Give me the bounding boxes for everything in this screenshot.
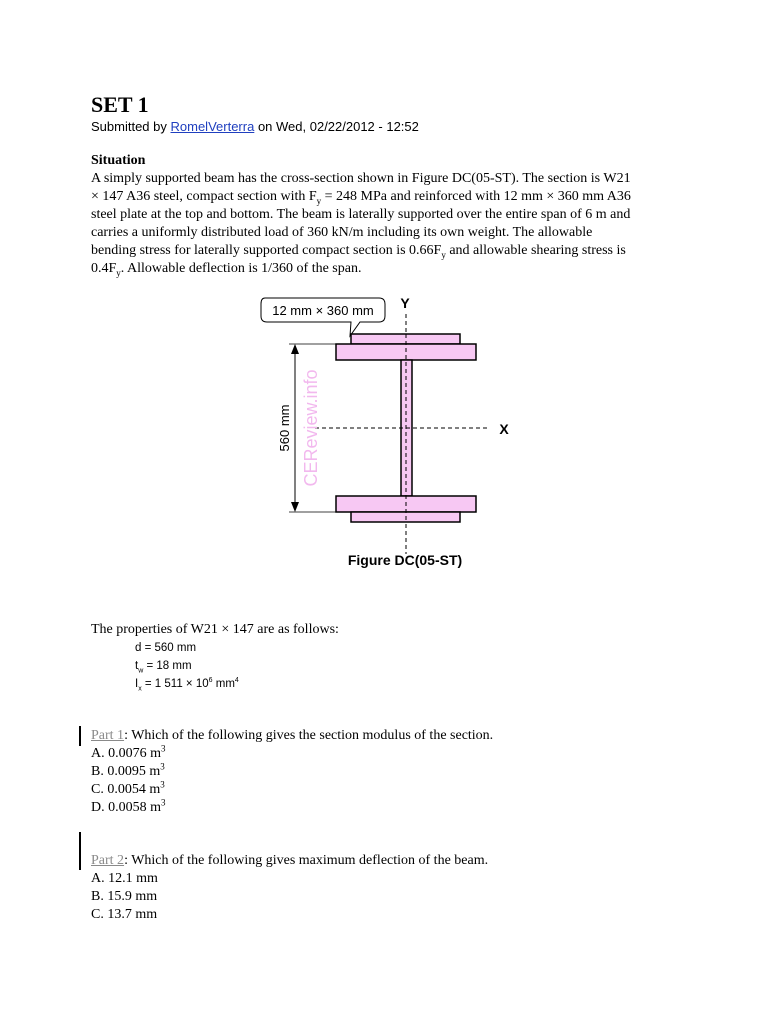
part1-option-c: C. 0.0054 $m^3$ [91,779,165,797]
part2-option-a: A. 12.1 mm [91,871,158,886]
figure-caption: Figure DC(05-ST) [347,552,463,568]
watermark: CEReview.info [301,369,321,487]
part1-option-a: A. 0.0076 $m^3$ [91,743,166,761]
property-ix: $I_x = 1$ $511 \times 10^6$ $mm^4$ [135,677,239,693]
situation-line-4: carries a uniformly distributed load of 360 kN/m including its own weight. The allowable [91,225,593,240]
situation-text [91,170,671,278]
situation-heading: Situation [91,153,146,168]
depth-dimension-label: 560 mm [277,404,292,452]
situation-line-2: × 147 A36 steel, compact section with $F_y = 248$ MPa and reinforced with 12 mm × 360 mm A36 [91,189,631,206]
submitted-date: on Wed, 02/22/2012 - 12:52 [257,119,419,134]
part1-marker [79,726,81,746]
part2-question: Part 2: Which of the following gives maximum deflection of the beam. [91,853,489,868]
part1-option-d: D. 0.0058 $m^3$ [91,797,166,815]
part2-block [91,852,488,924]
x-axis-label: X [499,421,509,437]
author-link[interactable]: RomelVerterra [170,119,255,134]
part2-option-b: B. 15.9 mm [91,889,158,904]
part2-marker [79,832,81,870]
beam-cross-section-figure [255,292,515,577]
properties-heading: The properties of W21 × 147 are as follows: [91,622,339,637]
properties-list [135,639,239,693]
situation-line-1: A simply supported beam has the cross-section shown in Figure DC(05-ST). The section is W21 [91,171,631,186]
y-axis-label: Y [400,295,410,311]
part2-option-c: C. 13.7 mm [91,907,158,922]
situation-line-3: steel plate at the top and bottom. The beam is laterally supported over the entire span of 6 m and [91,207,631,222]
part1-link[interactable]: Part 1 [91,728,125,743]
part2-link[interactable]: Part 2 [91,853,125,868]
property-d: d = 560 mm [135,642,197,654]
situation-line-5: bending stress for laterally supported compact section is $0.66F_y$ and allowable shearing stress is [91,243,626,260]
part1-block [91,727,493,817]
situation-line-6: $0.4F_y$. Allowable deflection is 1/360 of the span. [91,261,362,278]
property-tw: $t_w = 18$ mm [135,660,192,675]
part1-option-b: B. 0.0095 $m^3$ [91,761,165,779]
part1-question: Part 1: Which of the following gives the section modulus of the section. [91,728,494,743]
plate-dimension-label: 12 mm × 360 mm [272,303,374,318]
submitted-line [91,118,419,136]
submitted-prefix: Submitted by [91,119,167,134]
page-title: SET 1 [91,92,149,117]
